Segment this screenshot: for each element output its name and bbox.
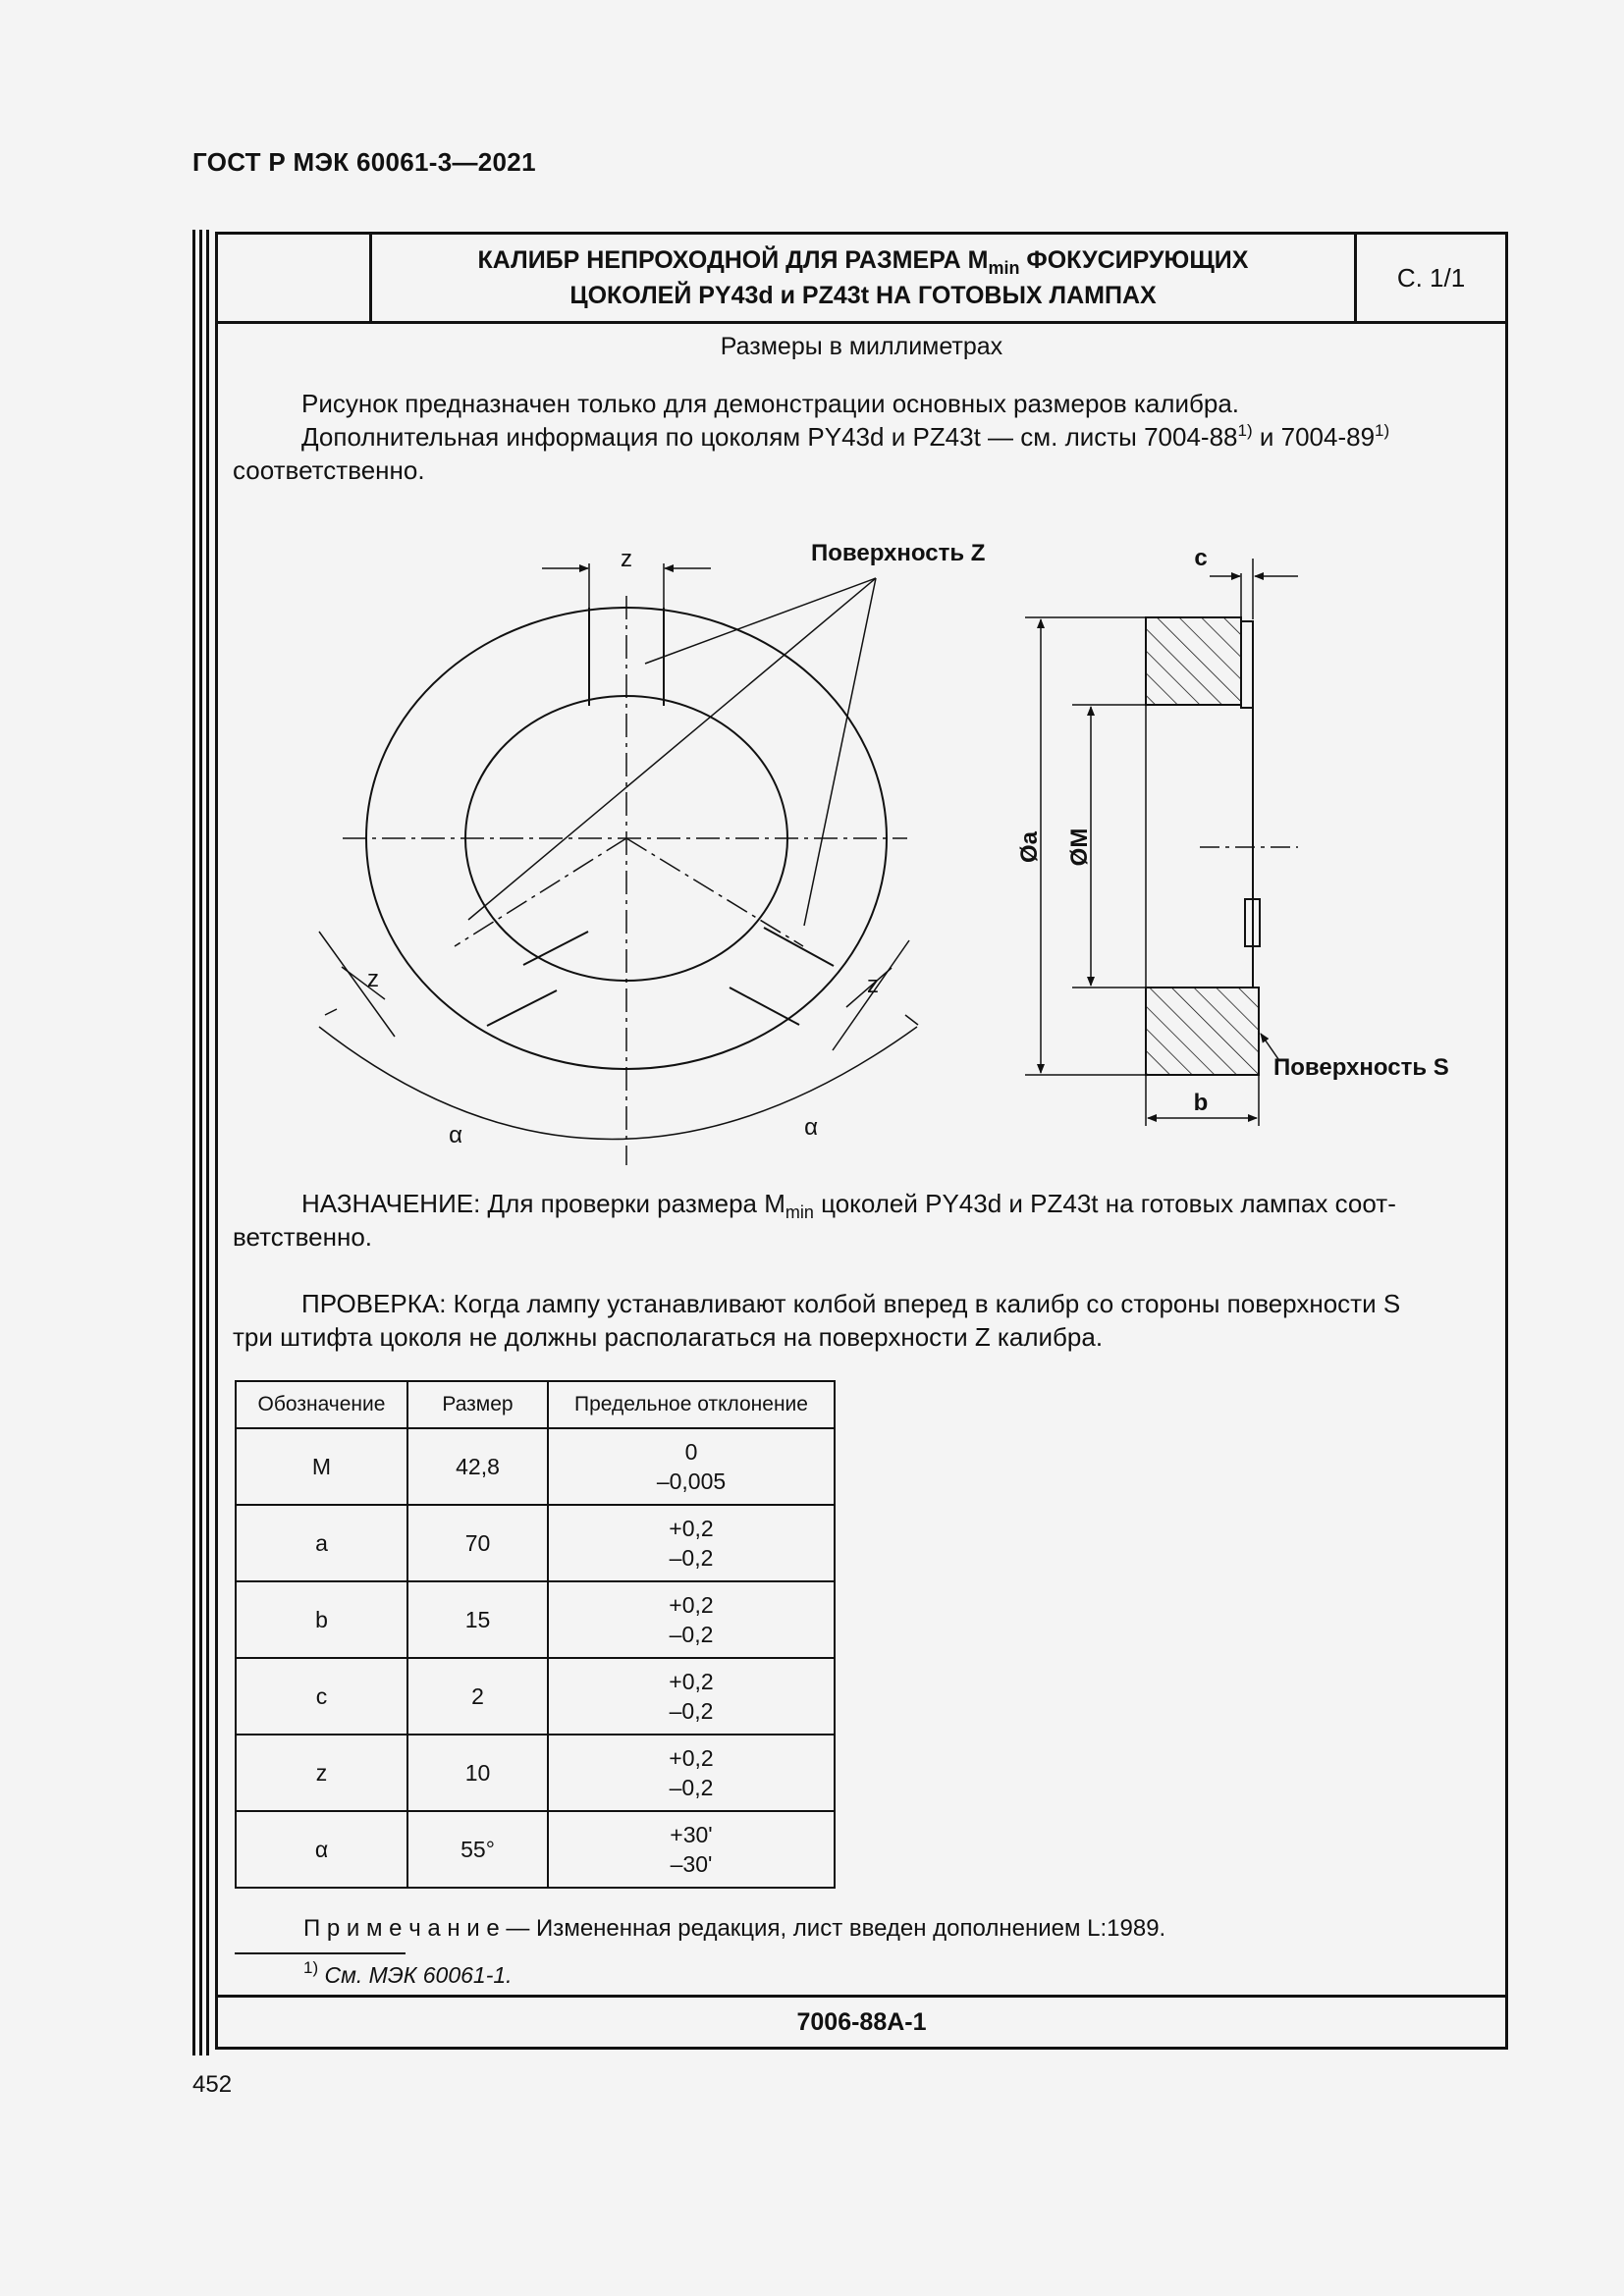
cell-size: 42,8 <box>407 1428 548 1505</box>
center-lines <box>343 596 907 1165</box>
label-z-right: z <box>867 972 879 998</box>
cell-tolerance: +0,2 –0,2 <box>548 1581 835 1658</box>
title-line-1: КАЛИБР НЕПРОХОДНОЙ ДЛЯ РАЗМЕРА $M_{min}$ ФОКУСИРУЮЩИХ <box>477 246 1249 278</box>
cell-symbol: c <box>236 1658 407 1735</box>
label-alpha-right: α <box>804 1114 818 1141</box>
cell-size: 2 <box>407 1658 548 1735</box>
drawing-text <box>367 540 1449 1148</box>
slot-edge <box>523 932 588 965</box>
purpose-paragraph <box>233 1187 1499 1254</box>
check-line: три штифта цоколя не должны располагаться на поверхности Z калибра. <box>233 1322 1104 1352</box>
standard-header: ГОСТ Р МЭК 60061-3—2021 <box>192 147 536 177</box>
check-line: ПРОВЕРКА: Когда лампу устанавливают колбой вперед в калибр со стороны поверхности S <box>301 1289 1401 1318</box>
units-caption: Размеры в миллиметрах <box>720 333 1003 360</box>
label-b: b <box>1193 1090 1209 1116</box>
intro-line: Дополнительная информация по цоколям PY43d и PZ43t — см. листы 7004-88$^{1)}$ и 7004-89$^{1)}$ <box>301 421 1390 452</box>
column-header-tolerance: Предельное отклонение <box>548 1381 835 1428</box>
cell-tolerance: +30' –30' <box>548 1811 835 1888</box>
cell-symbol: z <box>236 1735 407 1811</box>
intro-line: Рисунок предназначен только для демонстрации основных размеров калибра. <box>301 389 1240 418</box>
sheet-number: С. 1/1 <box>1396 262 1466 293</box>
label-z-top: z <box>621 546 632 572</box>
cell-tolerance: 0 –0,005 <box>548 1428 835 1505</box>
table-row <box>236 1658 835 1735</box>
leader-lines <box>468 578 876 926</box>
table-header-row <box>236 1381 835 1428</box>
cell-tolerance: +0,2 –0,2 <box>548 1658 835 1735</box>
margin-rule <box>206 230 209 2056</box>
table-row <box>236 1581 835 1658</box>
label-c: c <box>1194 545 1208 571</box>
column-header-size: Размер <box>407 1381 548 1428</box>
margin-rule <box>199 230 202 2056</box>
title-line-2: ЦОКОЛЕЙ PY43d и PZ43t НА ГОТОВЫХ ЛАМПАХ <box>569 282 1157 309</box>
cell-tolerance: +0,2 –0,2 <box>548 1505 835 1581</box>
label-surface-z: Поверхность Z <box>811 540 986 566</box>
cell-size: 15 <box>407 1581 548 1658</box>
note: П р и м е ч а н и е — Измененная редакция, лист введен дополнением L:1989. <box>303 1915 1166 1942</box>
table-row <box>236 1811 835 1888</box>
slot-edge <box>487 990 557 1026</box>
dimension-z-sides <box>319 932 918 1050</box>
hatched-section-upper <box>1146 617 1241 705</box>
cell-size: 10 <box>407 1735 548 1811</box>
cell-tolerance: +0,2 –0,2 <box>548 1735 835 1811</box>
label-alpha-left: α <box>449 1122 462 1148</box>
page-number: 452 <box>192 2071 233 2098</box>
cell-symbol: α <box>236 1811 407 1888</box>
slot-edge <box>764 928 834 966</box>
sheet-frame <box>215 232 1508 2050</box>
slot-edge <box>730 988 799 1025</box>
footnote-separator <box>235 1952 406 1954</box>
table-row <box>236 1735 835 1811</box>
check-paragraph <box>233 1287 1499 1354</box>
cell-symbol: b <box>236 1581 407 1658</box>
purpose-line: ветственно. <box>233 1222 373 1252</box>
dimensions-table <box>235 1380 836 1889</box>
sheet-code: 7006-88A-1 <box>218 1995 1505 2047</box>
angle-arc <box>319 1027 917 1140</box>
purpose-line: НАЗНАЧЕНИЕ: Для проверки размера $M_{min}$ цоколей PY43d и PZ43t на готовых лампах соот- <box>301 1189 1396 1222</box>
footnote: $^{1)}$ См. МЭК 60061-1. <box>303 1958 513 1988</box>
cell-symbol: a <box>236 1505 407 1581</box>
hatched-section-lower <box>1146 988 1259 1075</box>
column-header-symbol: Обозначение <box>236 1381 407 1428</box>
front-view <box>319 563 918 1165</box>
table-row <box>236 1428 835 1505</box>
intro-line: соответственно. <box>233 455 425 485</box>
cell-symbol: M <box>236 1428 407 1505</box>
label-z-left: z <box>367 966 379 992</box>
table-row <box>236 1505 835 1581</box>
margin-rule <box>192 230 195 2056</box>
gauge-drawing <box>218 235 1505 1177</box>
label-diameter-m: ØM <box>1066 828 1093 867</box>
cell-size: 55° <box>407 1811 548 1888</box>
label-surface-s: Поверхность S <box>1273 1054 1449 1081</box>
rim-step <box>1241 621 1253 708</box>
cell-size: 70 <box>407 1505 548 1581</box>
label-diameter-a: Øa <box>1016 830 1043 864</box>
